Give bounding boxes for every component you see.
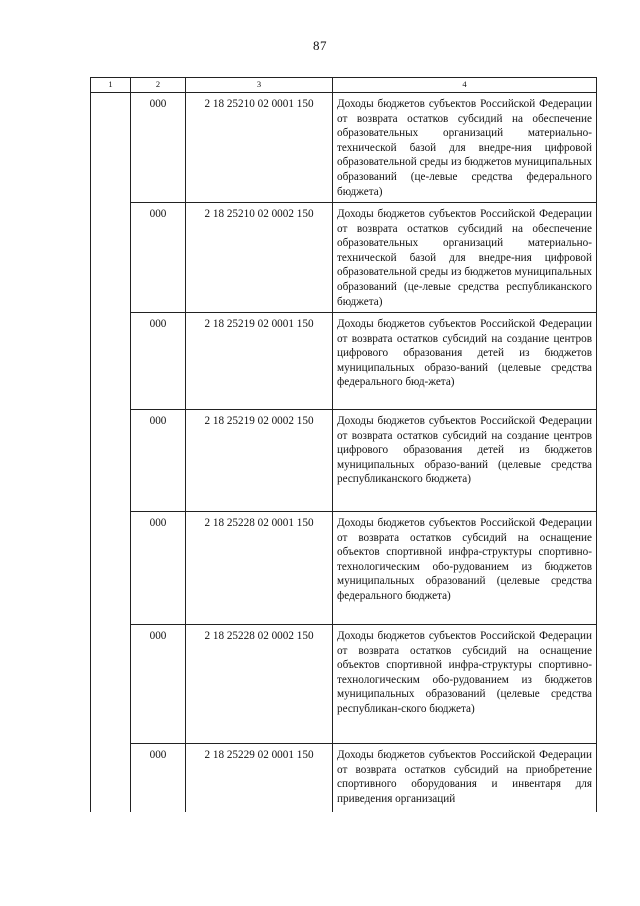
description-cell: Доходы бюджетов субъектов Российской Федерации от возврата остатков субсидий на оснащение объектов спортивной инфра-структуры спортивно-технологическим обо-рудованием из бюджетов муниципальных образований (целевые средства республикан-ского бюджета) [333,625,597,744]
kbk-cell: 2 18 25229 02 0001 150 [186,744,333,812]
header-cell-4: 4 [333,78,597,93]
table-header-row [91,78,597,93]
table-row [91,744,597,812]
code-cell: 000 [131,625,186,744]
kbk-cell: 2 18 25219 02 0002 150 [186,410,333,512]
table-row [91,203,597,313]
budget-revenue-table [90,77,597,812]
kbk-cell: 2 18 25210 02 0001 150 [186,93,333,203]
kbk-cell: 2 18 25219 02 0001 150 [186,313,333,410]
code-cell: 000 [131,203,186,313]
code-cell: 000 [131,744,186,812]
table-row [91,93,597,203]
description-cell: Доходы бюджетов субъектов Российской Федерации от возврата остатков субсидий на приобретение спортивного оборудования и инвентаря для приведения организаций [333,744,597,812]
code-cell: 000 [131,410,186,512]
header-cell-1: 1 [91,78,131,93]
description-cell: Доходы бюджетов субъектов Российской Федерации от возврата остатков субсидий на создание центров цифрового образования детей из бюджетов муниципальных образо-ваний (целевые средства федерального бюд-жета) [333,313,597,410]
kbk-cell: 2 18 25228 02 0002 150 [186,625,333,744]
description-cell: Доходы бюджетов субъектов Российской Федерации от возврата остатков субсидий на обеспечение образовательных организаций материально-технической базой для внедре-ния цифровой образовательной среды из бюджетов муниципальных образований (це-левые средства федерального бюджета) [333,93,597,203]
description-cell: Доходы бюджетов субъектов Российской Федерации от возврата остатков субсидий на создание центров цифрового образования детей из бюджетов муниципальных образо-ваний (целевые средства республиканского бюджета) [333,410,597,512]
code-cell: 000 [131,93,186,203]
table-row [91,625,597,744]
code-cell: 000 [131,313,186,410]
page-number: 87 [313,38,327,53]
description-cell: Доходы бюджетов субъектов Российской Федерации от возврата остатков субсидий на обеспечение образовательных организаций материально-технической базой для внедре-ния цифровой образовательной среды из бюджетов муниципальных образований (це-левые средства республиканского бюджета) [333,203,597,313]
header-cell-3: 3 [186,78,333,93]
table-row [91,313,597,410]
table-row [91,410,597,512]
kbk-cell: 2 18 25228 02 0001 150 [186,512,333,625]
table-row [91,512,597,625]
header-cell-2: 2 [131,78,186,93]
column-1-cell [91,93,131,812]
description-cell: Доходы бюджетов субъектов Российской Федерации от возврата остатков субсидий на оснащение объектов спортивной инфра-структуры спортивно-технологическим обо-рудованием из бюджетов муниципальных образований (целевые средства федерального бюджета) [333,512,597,625]
code-cell: 000 [131,512,186,625]
kbk-cell: 2 18 25210 02 0002 150 [186,203,333,313]
